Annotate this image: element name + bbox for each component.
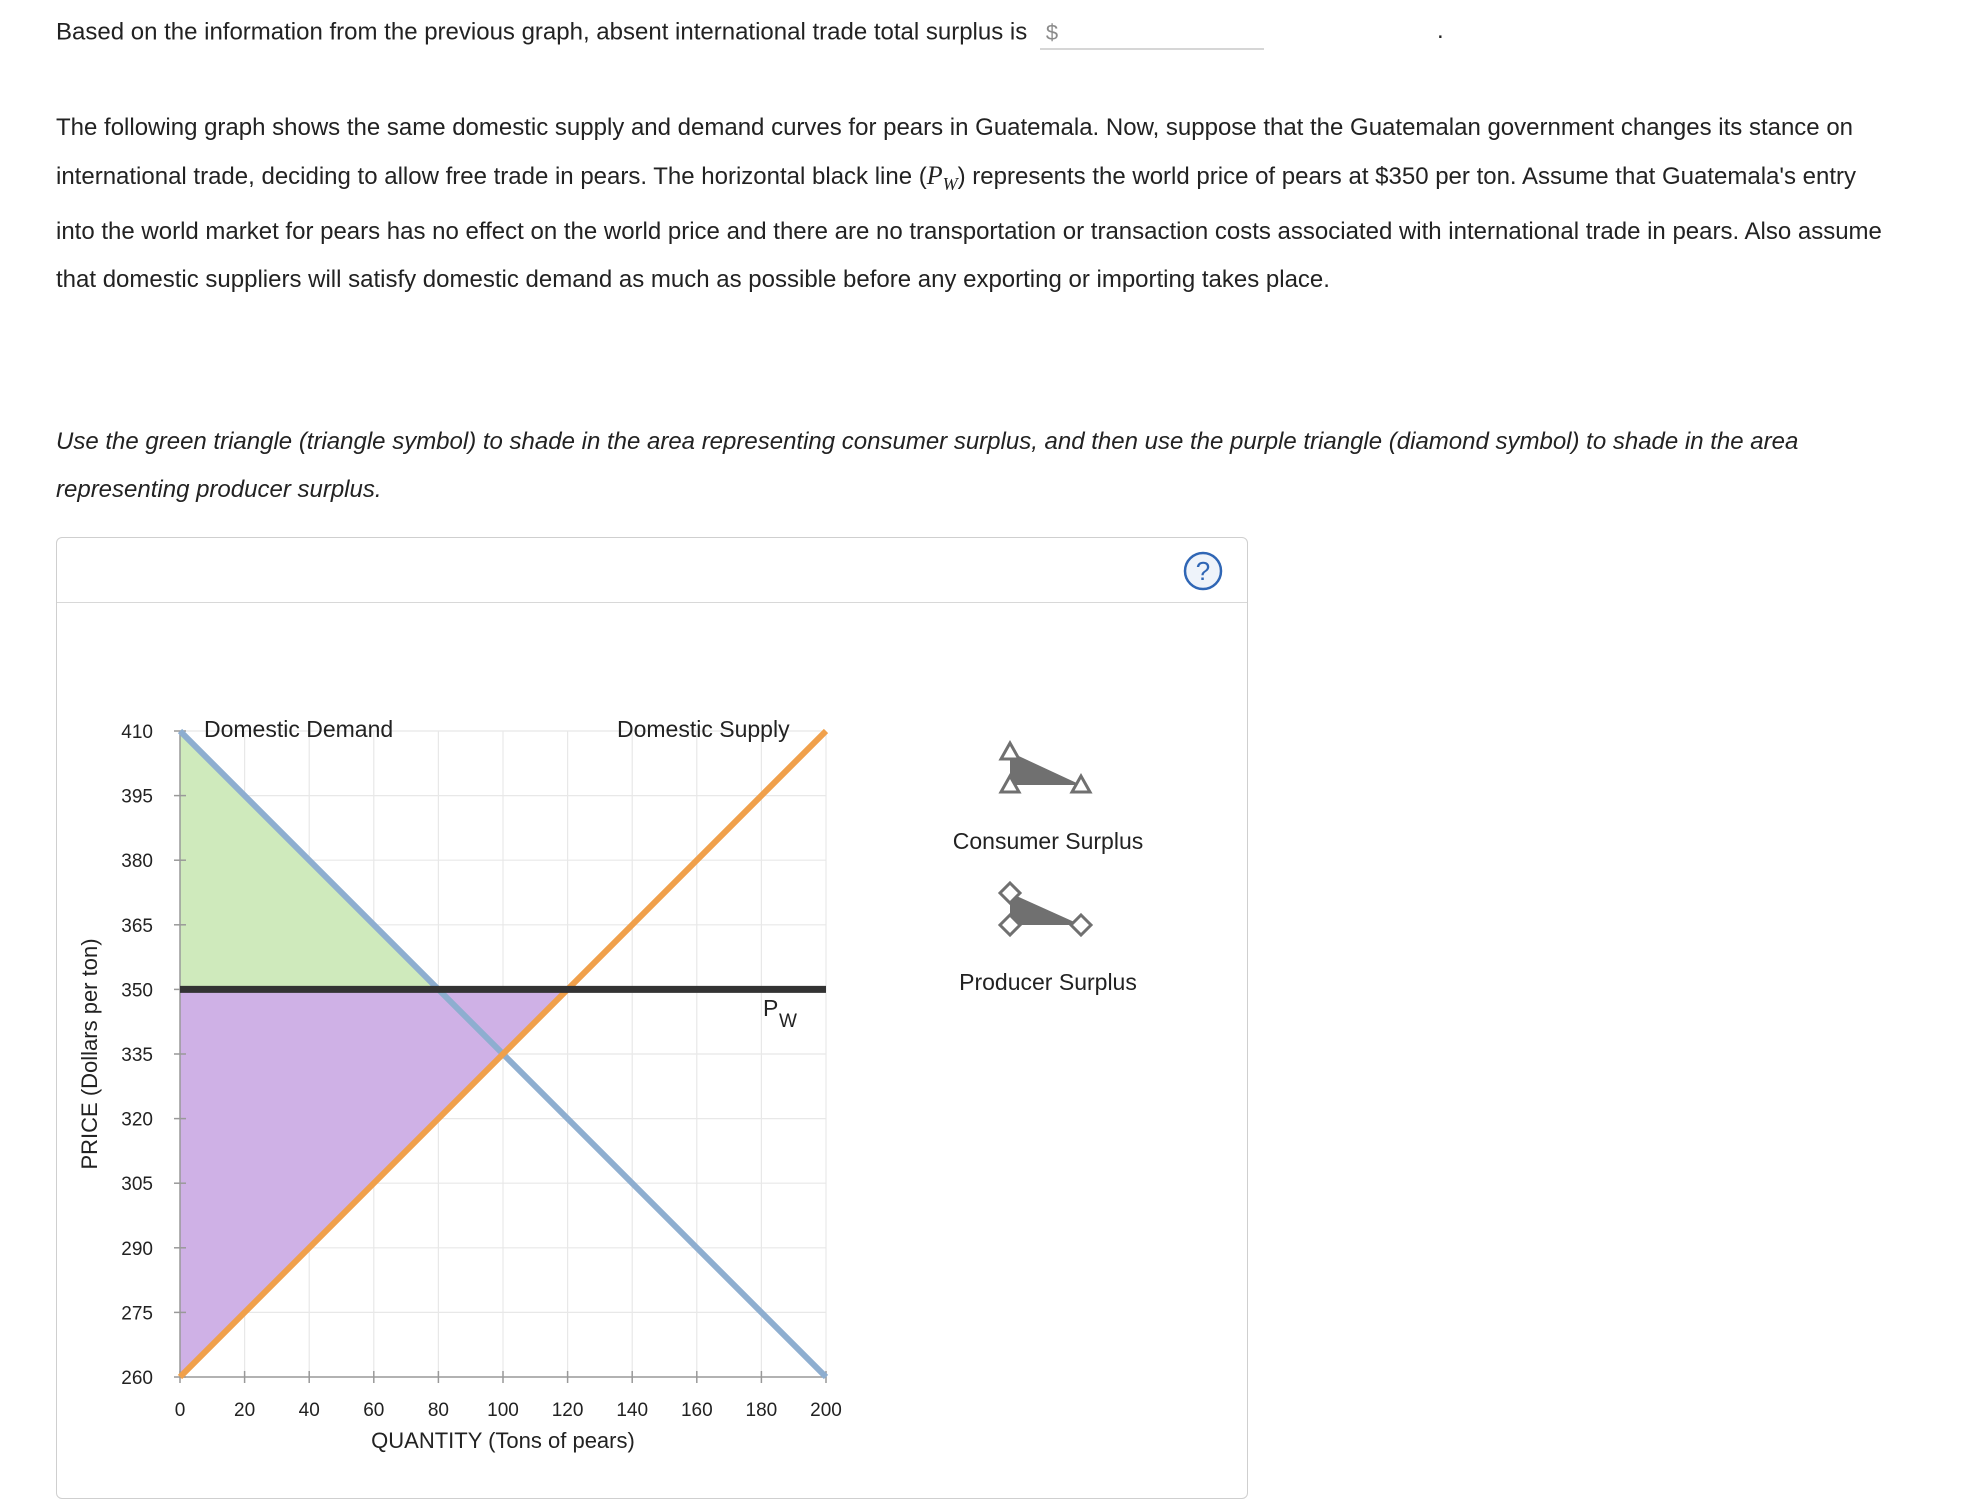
x-tick-label: 200 — [810, 1400, 842, 1421]
demand-curve-label: Domestic Demand — [204, 716, 394, 742]
diamond-handle-icon[interactable] — [1071, 915, 1091, 935]
x-tick-label: 160 — [680, 1400, 713, 1421]
x-tick-label: 20 — [234, 1400, 256, 1421]
world-price-symbol-w: W — [942, 174, 958, 195]
x-tick-label: 40 — [298, 1400, 320, 1421]
x-tick-label: 180 — [745, 1400, 778, 1421]
y-tick-label: 365 — [121, 915, 153, 937]
scenario-text-1: The following graph shows the same domestic supply and demand curves for pears in Guatemala. Now, suppose that the Guatemalan government changes its stance on international trade, deciding to allow free trade in pears. The horizontal black line ( — [56, 114, 1854, 190]
world-price-symbol-p: P — [926, 161, 943, 190]
currency-symbol: $ — [1045, 20, 1059, 45]
x-axis-label: QUANTITY (Tons of pears) — [371, 1428, 635, 1453]
consumer-surplus-tool-label: Consumer Surplus — [952, 828, 1144, 854]
y-tick-label: 335 — [121, 1045, 153, 1066]
y-tick-label: 275 — [121, 1303, 153, 1325]
y-tick-label: 305 — [121, 1174, 153, 1196]
y-tick-label: 410 — [121, 722, 153, 743]
world-price-label-p: P — [763, 995, 779, 1021]
x-tick-label: 0 — [174, 1400, 186, 1421]
help-icon-label: ? — [1195, 556, 1211, 586]
producer-surplus-tool-shape[interactable] — [1010, 893, 1081, 925]
x-tick-label: 60 — [363, 1400, 385, 1421]
x-tick-label: 140 — [616, 1400, 649, 1421]
x-tick-label: 80 — [427, 1400, 449, 1421]
question-1-period: . — [1437, 17, 1444, 44]
consumer-surplus-tool-shape[interactable] — [1010, 752, 1081, 785]
world-price-label-w: W — [779, 1011, 797, 1032]
scenario-text-2: ) represents the world price of pears at $350 per ton. Assume that Guatemala's entry into the world market for pears has no effect on the world price and there are no transportation or transaction costs associated with international trade in pears. Also assume that domestic suppliers will satisfy domestic demand as much as possible before any exporting or importing takes place. — [56, 163, 1882, 294]
question-1-text: Based on the information from the previous graph, absent international trade total surplus is — [56, 18, 1028, 46]
supply-curve-label: Domestic Supply — [617, 716, 790, 742]
producer-surplus-tool-label: Producer Surplus — [959, 969, 1137, 995]
y-tick-label: 350 — [121, 980, 153, 1002]
y-axis-label: PRICE (Dollars per ton) — [77, 938, 102, 1170]
x-tick-label: 100 — [487, 1400, 519, 1421]
y-tick-label: 395 — [121, 786, 153, 808]
y-tick-label: 320 — [121, 1109, 153, 1131]
y-tick-label: 290 — [121, 1238, 153, 1260]
triangle-handle-icon[interactable] — [1001, 743, 1019, 759]
y-tick-label: 260 — [121, 1368, 153, 1389]
x-tick-label: 120 — [551, 1400, 584, 1421]
instruction-text: Use the green triangle (triangle symbol) to shade in the area representing consumer surplus, and then use the purple triangle (diamond symbol) to shade in the area representing producer surplus. — [56, 428, 1799, 503]
y-tick-label: 380 — [121, 851, 153, 873]
